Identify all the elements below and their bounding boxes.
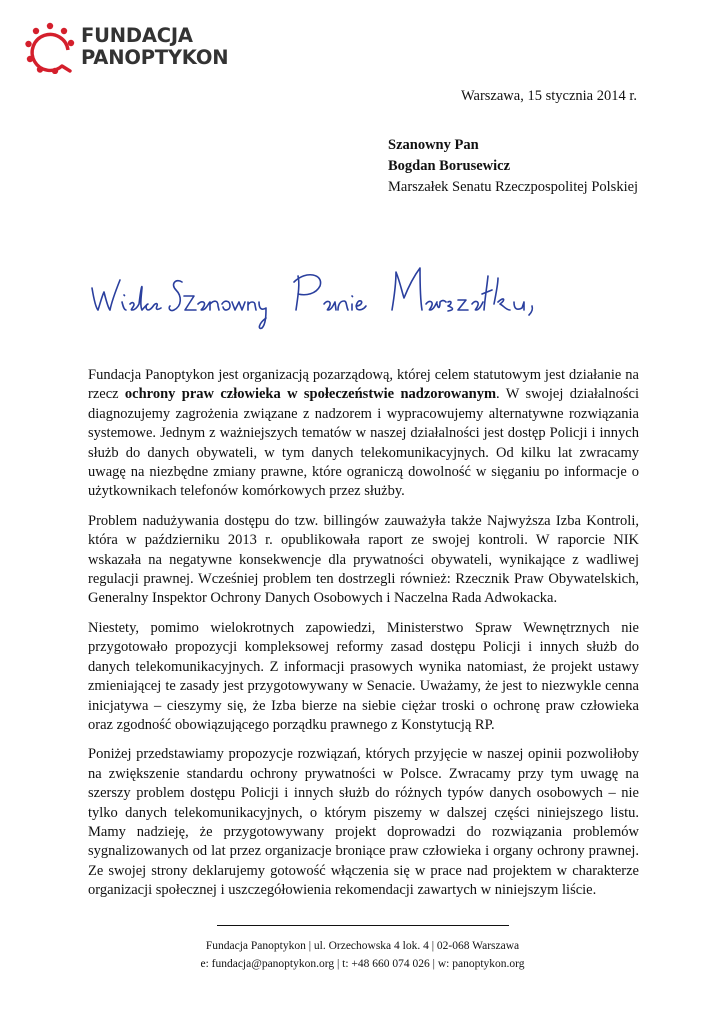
recipient-block [388, 135, 638, 198]
paragraph-1-start: Fundacja Panoptykon jest organizacją pozarządową, której celem statutowym jest działanie na rzecz [88, 367, 639, 403]
paragraph-1-emphasis: ochrony praw człowieka w społeczeństwie nadzorowanym [124, 386, 497, 403]
paragraph-1-end: . W swojej działalności diagnozujemy zagrożenia związane z nadzorem i wypracowujemy alternatywne rozwiązania systemowe. Jednym z ważniejszych tematów w naszej działalności jest dostęp Policji i innych służb do danych obywateli, w tym danych telekomunikacyjnych. Od kilku lat zwracamy uwagę na niezbędne zmiany prawne, które ograniczą dowolność w sięganiu po informacje o użytkownikach telefonów komórkowych przez służby. [88, 386, 639, 500]
recipient-title: Marszałek Senatu Rzeczpospolitej Polskiej [388, 179, 639, 195]
paragraph-1 [88, 366, 639, 502]
paragraph-3: Niestety, pomimo wielokrotnych zapowiedzi, Ministerstwo Spraw Wewnętrznych nie przygotowało propozycji kompleksowej reformy zasad dostępu Policji i innych służb do danych telekomunikacyjnych. Z informacji prasowych wynika natomiast, że projekt ustawy zmieniającej te zasady jest przygotowywany w Senacie. Uważamy, że jest to niezwykle cenna inicjatywa – cieszymy się, że Izba bierze na siebie ciężar troski o ochronę praw człowieka oraz zgodność obowiązującego porządku prawnego z Konstytucją RP. [88, 619, 639, 733]
paragraph-4: Poniżej przedstawiamy propozycje rozwiązań, których przyjęcie w naszej opinii pozwoliłoby na zwiększenie standardu ochrony prywatności w Polsce. Zwracamy przy tym uwagę na szerszy problem dostępu Policji i innych służb do różnych typów danych osobowych – nie tylko danych telekomunikacyjnych, o którym piszemy w dalszej części niniejszego listu. Mamy nadzieję, że przygotowywany projekt doprowadzi do rozwiązania problemów sygnalizowanych od lat przez organizacje broniące praw człowieka i organy ochrony prawnej. Ze swojej strony deklarujemy gotowość włączenia się w prace nad projektem w charakterze organizacji społecznej i uszczegółowienia rekomendacji zawartych w niniejszym liście. [88, 746, 639, 899]
footer-address: Fundacja Panoptykon | ul. Orzechowska 4 lok. 4 | 02-068 Warszawa [205, 940, 520, 952]
footer-divider [217, 925, 509, 926]
handwritten-salutation [84, 248, 544, 338]
logo-wordmark [81, 25, 228, 69]
footer [0, 937, 725, 973]
logo-line1: FUNDACJA [81, 24, 193, 47]
recipient-name: Bogdan Borusewicz [388, 158, 511, 174]
logo [25, 19, 229, 83]
paragraph-2: Problem nadużywania dostępu do tzw. billingów zauważyła także Najwyższa Izba Kontroli, która w październiku 2013 r. opublikowała raport ze swojej kontroli. W raporcie NIK wskazała na negatywne konsekwencje dla prywatności obywateli, wynikające z wadliwej regulacji prawnej. Wcześniej problem ten dostrzegli również: Rzecznik Praw Obywatelskich, Generalny Inspektor Ochrony Danych Osobowych i Naczelna Rada Adwokacka. [88, 512, 639, 607]
recipient-greeting: Szanowny Pan [388, 137, 479, 153]
letter-date: Warszawa, 15 stycznia 2014 r. [461, 88, 637, 104]
logo-line2: PANOPTYKON [81, 46, 229, 69]
letter-body [88, 366, 639, 911]
footer-contact: e: fundacja@panoptykon.org | t: +48 660 074 026 | w: panoptykon.org [200, 958, 525, 970]
panoptykon-logo-icon [25, 22, 75, 74]
